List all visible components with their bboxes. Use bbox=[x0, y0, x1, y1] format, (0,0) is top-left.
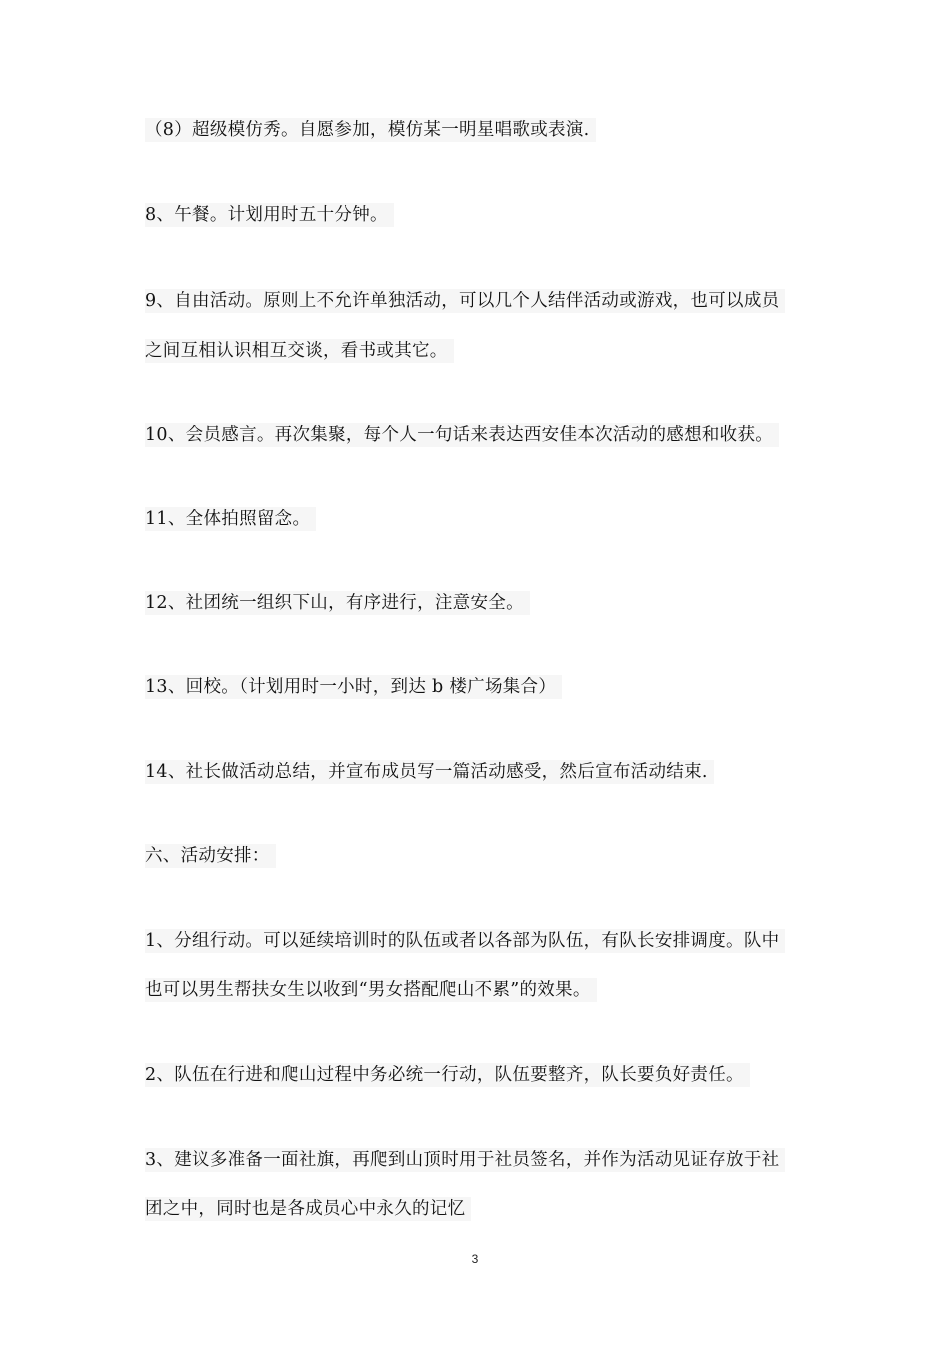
text-line-team-unity: 2、队伍在行进和爬山过程中务必统一行动，队伍要整齐，队长要负好责任。 bbox=[145, 1063, 750, 1087]
page-number: 3 bbox=[471, 1252, 479, 1266]
text-line-item-8-mimicry-show: （8）超级模仿秀。自愿参加，模仿某一明星唱歌或表演. bbox=[145, 118, 596, 142]
text-line-member-remarks: 10、会员感言。再次集聚，每个人一句话来表达西安佳本次活动的感想和收获。 bbox=[145, 423, 779, 447]
text-line-lunch: 8、午餐。计划用时五十分钟。 bbox=[145, 203, 394, 227]
text-line-summary: 14、社长做活动总结，并宣布成员写一篇活动感受，然后宣布活动结束. bbox=[145, 760, 714, 784]
section-heading-arrangement: 六、活动安排： bbox=[145, 844, 276, 868]
text-line-descend: 12、社团统一组织下山，有序进行，注意安全。 bbox=[145, 591, 530, 615]
text-line-group-action: 1、分组行动。可以延续培训时的队伍或者以各部为队伍，有队长安排调度。队中 bbox=[145, 929, 785, 953]
text-line-club-flag: 3、建议多准备一面社旗，再爬到山顶时用于社员签名，并作为活动见证存放于社 bbox=[145, 1148, 785, 1172]
text-line-free-activity-cont: 之间互相认识相互交谈，看书或其它。 bbox=[145, 339, 454, 363]
text-line-return: 13、回校。（计划用时一小时，到达 b 楼广场集合） bbox=[145, 675, 562, 699]
text-line-group-photo: 11、全体拍照留念。 bbox=[145, 507, 316, 531]
text-line-group-action-cont: 也可以男生帮扶女生以收到“男女搭配爬山不累”的效果。 bbox=[145, 978, 597, 1002]
text-line-free-activity: 9、自由活动。原则上不允许单独活动，可以几个人结伴活动或游戏，也可以成员 bbox=[145, 289, 785, 313]
text-line-club-flag-cont: 团之中，同时也是各成员心中永久的记忆 bbox=[145, 1197, 471, 1221]
